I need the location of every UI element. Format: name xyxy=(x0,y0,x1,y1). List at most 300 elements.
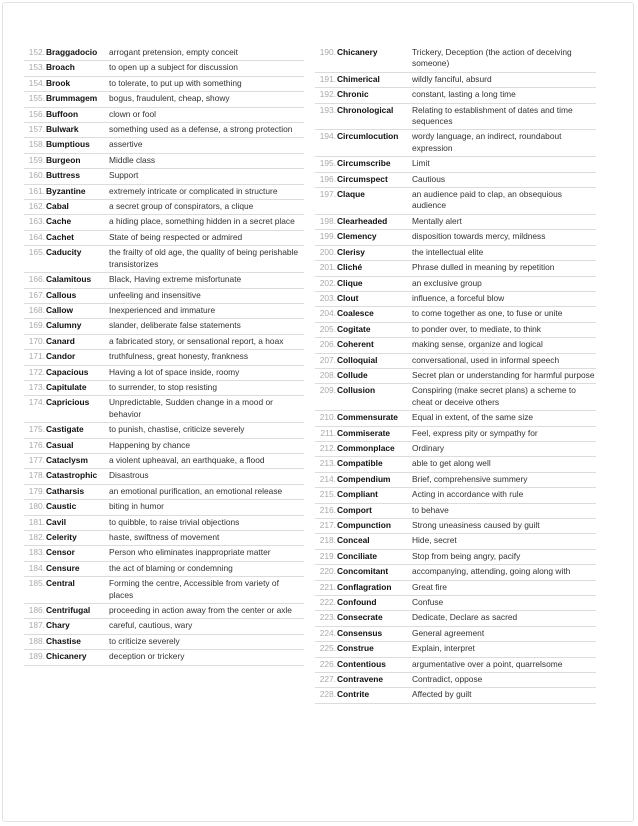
entry-word: Cache xyxy=(46,216,72,227)
entry-definition: Forming the centre, Accessible from variety of places xyxy=(109,578,279,600)
entry-number: 165. xyxy=(28,247,45,258)
entry-word: Circumlocution xyxy=(337,131,399,142)
entry-definition: a violent upheaval, an earthquake, a flood xyxy=(109,454,265,465)
entry-definition: conversational, used in informal speech xyxy=(412,354,560,365)
entry-word: Compliant xyxy=(337,489,378,500)
entry-definition: Contradict, oppose xyxy=(412,674,483,685)
entry-word: Colloquial xyxy=(337,354,378,365)
entry-number: 202. xyxy=(319,277,336,288)
entry-number: 169. xyxy=(28,320,45,331)
entry-number: 163. xyxy=(28,216,45,227)
entry-number: 228. xyxy=(319,689,336,700)
entry-word: Commensurate xyxy=(337,412,398,423)
entry-word: Caustic xyxy=(46,501,77,512)
entry-number: 162. xyxy=(28,201,45,212)
entry-word: Censor xyxy=(46,547,75,558)
entry-word: Cogitate xyxy=(337,323,371,334)
vocab-entry-row xyxy=(315,657,596,672)
entry-number: 180. xyxy=(28,501,45,512)
vocab-entry-row xyxy=(315,565,596,580)
vocab-entry-row xyxy=(315,411,596,426)
entry-word: Clerisy xyxy=(337,246,365,257)
entry-word: Contrite xyxy=(337,689,370,700)
entry-word: Coalesce xyxy=(337,308,374,319)
entry-definition: able to get along well xyxy=(412,458,491,469)
vocab-entry-row xyxy=(24,350,304,365)
vocab-entry-row xyxy=(315,472,596,487)
vocabulary-rows-left xyxy=(24,46,304,665)
vocab-entry-row xyxy=(24,531,304,546)
entry-number: 161. xyxy=(28,185,45,196)
entry-definition: Brief, comprehensive summery xyxy=(412,473,528,484)
vocab-entry-row xyxy=(24,650,304,665)
entry-definition: Happening by chance xyxy=(109,439,191,450)
entry-word: Castigate xyxy=(46,424,84,435)
entry-definition: a hiding place, something hidden in a secret place xyxy=(109,216,295,227)
entry-word: Chimerical xyxy=(337,73,380,84)
entry-number: 177. xyxy=(28,454,45,465)
entry-number: 174. xyxy=(28,397,45,408)
entry-word: Capitulate xyxy=(46,381,87,392)
vocab-entry-row xyxy=(24,169,304,184)
vocab-entry-row xyxy=(24,200,304,215)
entry-word: Compendium xyxy=(337,473,391,484)
vocabulary-rows-right xyxy=(315,46,596,703)
entry-word: Chronic xyxy=(337,89,369,100)
entry-definition: Middle class xyxy=(109,154,156,165)
entry-number: 210. xyxy=(319,412,336,423)
vocab-entry-row xyxy=(315,580,596,595)
entry-definition: State of being respected or admired xyxy=(109,231,243,242)
entry-number: 227. xyxy=(319,674,336,685)
vocab-entry-row xyxy=(24,423,304,438)
entry-number: 219. xyxy=(319,550,336,561)
entry-word: Buttress xyxy=(46,170,80,181)
entry-word: Compatible xyxy=(337,458,383,469)
entry-word: Brook xyxy=(46,77,71,88)
vocab-entry-row xyxy=(24,453,304,468)
entry-word: Circumscribe xyxy=(337,158,391,169)
entry-number: 175. xyxy=(28,424,45,435)
entry-number: 195. xyxy=(319,158,336,169)
entry-definition: Equal in extent, of the same size xyxy=(412,412,534,423)
vocab-entry-row xyxy=(315,441,596,456)
entry-word: Byzantine xyxy=(46,185,86,196)
entry-word: Callow xyxy=(46,304,73,315)
vocab-entry-row xyxy=(24,561,304,576)
entry-definition: Conspiring (make secret plans) a scheme to cheat or deceive others xyxy=(412,385,576,407)
entry-number: 189. xyxy=(28,651,45,662)
entry-word: Confound xyxy=(337,597,377,608)
entry-number: 220. xyxy=(319,566,336,577)
entry-definition: to come together as one, to fuse or unite xyxy=(412,308,563,319)
entry-definition: proceeding in action away from the center or axle xyxy=(109,605,292,616)
vocab-entry-row xyxy=(24,46,304,61)
entry-definition: Having a lot of space inside, roomy xyxy=(109,366,240,377)
vocab-entry-row xyxy=(24,184,304,199)
entry-number: 203. xyxy=(319,292,336,303)
vocab-entry-row xyxy=(315,642,596,657)
entry-number: 183. xyxy=(28,547,45,558)
entry-number: 192. xyxy=(319,89,336,100)
vocab-entry-row xyxy=(24,484,304,499)
entry-word: Circumspect xyxy=(337,173,388,184)
vocab-entry-row xyxy=(315,103,596,130)
vocab-entry-row xyxy=(24,396,304,423)
entry-definition: an exclusive group xyxy=(412,277,482,288)
entry-number: 152. xyxy=(28,47,45,57)
entry-word: Cliché xyxy=(337,262,363,273)
entry-number: 186. xyxy=(28,605,45,616)
vocab-entry-row xyxy=(24,273,304,288)
entry-word: Cataclysm xyxy=(46,454,88,465)
vocab-entry-row xyxy=(315,611,596,626)
entry-number: 181. xyxy=(28,516,45,527)
vocabulary-table-left xyxy=(24,46,304,666)
entry-word: Caducity xyxy=(46,247,82,258)
vocab-entry-row xyxy=(315,214,596,229)
entry-number: 184. xyxy=(28,562,45,573)
entry-definition: Ordinary xyxy=(412,442,445,453)
vocab-entry-row xyxy=(315,307,596,322)
entry-definition: bogus, fraudulent, cheap, showy xyxy=(109,93,230,104)
entry-definition: extremely intricate or complicated in structure xyxy=(109,185,278,196)
entry-word: Construe xyxy=(337,643,374,654)
entry-definition: Phrase dulled in meaning by repetition xyxy=(412,262,555,273)
entry-number: 212. xyxy=(319,442,336,453)
vocab-entry-row xyxy=(315,534,596,549)
entry-word: Centrifugal xyxy=(46,605,91,616)
entry-number: 168. xyxy=(28,304,45,315)
entry-word: Collude xyxy=(337,369,368,380)
entry-number: 206. xyxy=(319,339,336,350)
entry-definition: making sense, organize and logical xyxy=(412,339,543,350)
entry-number: 215. xyxy=(319,489,336,500)
vocab-entry-row xyxy=(315,353,596,368)
vocab-entry-row xyxy=(24,61,304,76)
vocab-entry-row xyxy=(24,634,304,649)
entry-number: 211. xyxy=(320,427,336,438)
entry-number: 153. xyxy=(28,62,45,73)
vocab-entry-row xyxy=(24,500,304,515)
entry-definition: wildly fanciful, absurd xyxy=(412,73,492,84)
entry-definition: Black, Having extreme misfortunate xyxy=(109,274,242,285)
entry-number: 208. xyxy=(319,369,336,380)
entry-definition: deception or trickery xyxy=(109,651,185,662)
entry-word: Candor xyxy=(46,351,76,362)
entry-definition: slander, deliberate false statements xyxy=(109,320,241,331)
vocab-entry-row xyxy=(24,577,304,604)
entry-word: Conceal xyxy=(337,535,370,546)
entry-number: 159. xyxy=(28,154,45,165)
entry-definition: Affected by guilt xyxy=(412,689,472,700)
vocab-entry-row xyxy=(315,172,596,187)
entry-word: Chastise xyxy=(46,635,81,646)
entry-definition: Explain, interpret xyxy=(412,643,475,654)
entry-definition: Secret plan or understanding for harmful purpose xyxy=(412,369,595,380)
entry-word: Concomitant xyxy=(337,566,389,577)
entry-definition: constant, lasting a long time xyxy=(412,89,516,100)
entry-number: 154. xyxy=(28,77,45,88)
vocab-entry-row xyxy=(315,230,596,245)
entry-definition: Limit xyxy=(412,158,430,169)
entry-word: Commiserate xyxy=(337,427,391,438)
vocab-entry-row xyxy=(315,322,596,337)
vocab-entry-row xyxy=(315,245,596,260)
vocab-entry-row xyxy=(315,384,596,411)
entry-definition: to surrender, to stop resisting xyxy=(109,381,217,392)
entry-word: Consensus xyxy=(337,627,383,638)
entry-word: Casual xyxy=(46,439,74,450)
entry-number: 209. xyxy=(319,385,336,396)
vocab-entry-row xyxy=(315,519,596,534)
entry-word: Collusion xyxy=(337,385,376,396)
vocab-entry-row xyxy=(315,188,596,215)
entry-definition: argumentative over a point, quarrelsome xyxy=(412,658,563,669)
entry-number: 216. xyxy=(319,504,336,515)
entry-number: 214. xyxy=(319,473,336,484)
entry-definition: Relating to establishment of dates and time sequences xyxy=(412,104,573,127)
entry-number: 172. xyxy=(28,366,45,377)
entry-definition: arrogant pretension, empty conceit xyxy=(109,47,238,57)
entry-number: 173. xyxy=(28,381,45,392)
entry-number: 191. xyxy=(319,73,336,84)
vocab-entry-row xyxy=(315,368,596,383)
entry-definition: an audience paid to clap, an obsequious audience xyxy=(412,189,562,211)
entry-word: Catharsis xyxy=(46,485,85,496)
entry-number: 176. xyxy=(28,439,45,450)
entry-definition: haste, swiftness of movement xyxy=(109,532,220,542)
entry-word: Catastrophic xyxy=(46,470,98,481)
entry-number: 199. xyxy=(319,231,336,242)
entry-definition: careful, cautious, wary xyxy=(109,620,193,631)
entry-number: 223. xyxy=(319,612,336,623)
entry-definition: a fabricated story, or sensational report, a hoax xyxy=(109,335,284,346)
entry-definition: assertive xyxy=(109,139,143,150)
vocab-entry-row xyxy=(24,303,304,318)
entry-definition: accompanying, attending, going along with xyxy=(412,566,571,577)
entry-number: 179. xyxy=(28,485,45,496)
vocab-entry-row xyxy=(24,438,304,453)
entry-number: 197. xyxy=(319,189,336,200)
entry-number: 170. xyxy=(28,335,45,346)
vocab-entry-row xyxy=(24,92,304,107)
vocab-entry-row xyxy=(24,380,304,395)
entry-definition: to quibble, to raise trivial objections xyxy=(109,516,240,527)
entry-number: 207. xyxy=(319,354,336,365)
vocab-entry-row xyxy=(315,457,596,472)
entry-number: 204. xyxy=(319,308,336,319)
vocab-entry-row xyxy=(315,46,596,72)
vocab-entry-row xyxy=(315,688,596,703)
entry-word: Conflagration xyxy=(337,581,392,592)
entry-word: Calumny xyxy=(46,320,82,331)
entry-definition: to ponder over, to mediate, to think xyxy=(412,323,541,334)
entry-number: 224. xyxy=(319,627,336,638)
entry-definition: disposition towards mercy, mildness xyxy=(412,231,546,242)
entry-definition: Support xyxy=(109,170,139,181)
entry-word: Canard xyxy=(46,335,75,346)
vocab-entry-row xyxy=(24,515,304,530)
entry-definition: something used as a defense, a strong protection xyxy=(109,124,293,135)
entry-number: 158. xyxy=(28,139,45,150)
vocab-entry-row xyxy=(315,276,596,291)
entry-number: 213. xyxy=(319,458,336,469)
vocabulary-table-right xyxy=(315,46,596,704)
entry-definition: Cautious xyxy=(412,173,446,184)
entry-definition: Acting in accordance with rule xyxy=(412,489,524,500)
entry-definition: the frailty of old age, the quality of being perishable transistorizes xyxy=(109,247,299,269)
entry-definition: Disastrous xyxy=(109,470,149,481)
entry-word: Commonplace xyxy=(337,442,395,453)
entry-word: Bulwark xyxy=(46,124,79,135)
entry-number: 156. xyxy=(28,108,45,119)
entry-word: Chicanery xyxy=(46,651,87,662)
vocab-entry-row xyxy=(24,230,304,245)
entry-number: 164. xyxy=(28,231,45,242)
vocab-entry-row xyxy=(24,604,304,619)
vocab-entry-row xyxy=(315,488,596,503)
vocab-entry-row xyxy=(24,246,304,273)
entry-number: 222. xyxy=(319,597,336,608)
entry-word: Contentious xyxy=(337,658,386,669)
entry-number: 200. xyxy=(319,246,336,257)
entry-definition: Trickery, Deception (the action of deceiving someone) xyxy=(412,47,572,69)
entry-definition: to tolerate, to put up with something xyxy=(109,77,242,88)
entry-word: Chicanery xyxy=(337,47,378,57)
vocab-entry-row xyxy=(315,88,596,103)
entry-number: 157. xyxy=(28,124,45,135)
vocab-entry-row xyxy=(315,130,596,157)
vocab-entry-row xyxy=(24,153,304,168)
entry-definition: influence, a forceful blow xyxy=(412,292,505,303)
entry-word: Celerity xyxy=(46,532,77,542)
vocab-entry-row xyxy=(24,619,304,634)
vocab-entry-row xyxy=(24,288,304,303)
entry-definition: Hide, secret xyxy=(412,535,457,546)
entry-number: 226. xyxy=(319,658,336,669)
entry-definition: truthfulness, great honesty, frankness xyxy=(109,351,249,362)
vocab-entry-row xyxy=(315,157,596,172)
entry-word: Calamitous xyxy=(46,274,92,285)
entry-definition: to open up a subject for discussion xyxy=(109,62,238,73)
entry-number: 185. xyxy=(28,578,45,589)
entry-word: Bumptious xyxy=(46,139,90,150)
entry-number: 193. xyxy=(319,104,336,115)
entry-word: Consecrate xyxy=(337,612,383,623)
entry-word: Claque xyxy=(337,189,365,200)
vocab-entry-row xyxy=(315,673,596,688)
entry-number: 188. xyxy=(28,635,45,646)
entry-definition: Great fire xyxy=(412,581,447,592)
vocab-entry-row xyxy=(24,215,304,230)
vocab-entry-row xyxy=(24,334,304,349)
entry-definition: to behave xyxy=(412,504,449,515)
entry-definition: the intellectual elite xyxy=(412,246,484,257)
entry-definition: to punish, chastise, criticize severely xyxy=(109,424,245,435)
entry-word: Censure xyxy=(46,562,80,573)
entry-word: Broach xyxy=(46,62,75,73)
entry-definition: clown or fool xyxy=(109,108,157,119)
entry-word: Burgeon xyxy=(46,154,81,165)
vocab-entry-row xyxy=(24,546,304,561)
entry-word: Chary xyxy=(46,620,70,631)
entry-definition: Mentally alert xyxy=(412,215,462,226)
entry-number: 196. xyxy=(319,173,336,184)
entry-word: Brummagem xyxy=(46,93,98,104)
entry-word: Contravene xyxy=(337,674,384,685)
entry-word: Cachet xyxy=(46,231,74,242)
entry-definition: Confuse xyxy=(412,597,444,608)
vocab-entry-row xyxy=(315,261,596,276)
entry-word: Cabal xyxy=(46,201,69,212)
entry-definition: Inexperienced and immature xyxy=(109,304,216,315)
entry-word: Capacious xyxy=(46,366,89,377)
vocab-entry-row xyxy=(24,138,304,153)
entry-number: 166. xyxy=(28,274,45,285)
entry-definition: Person who eliminates inappropriate matter xyxy=(109,547,271,558)
entry-definition: wordy language, an indirect, roundabout expression xyxy=(412,131,562,153)
entry-number: 160. xyxy=(28,170,45,181)
entry-definition: Strong uneasiness caused by guilt xyxy=(412,520,540,530)
entry-word: Buffoon xyxy=(46,108,79,119)
vocab-entry-row xyxy=(315,338,596,353)
entry-definition: Feel, express pity or sympathy for xyxy=(412,427,538,438)
entry-word: Clout xyxy=(337,292,359,303)
entry-word: Capricious xyxy=(46,397,90,408)
entry-number: 198. xyxy=(319,215,336,226)
vocab-entry-row xyxy=(315,426,596,441)
entry-word: Chronological xyxy=(337,104,394,115)
vocab-entry-row xyxy=(315,291,596,306)
entry-number: 205. xyxy=(319,323,336,334)
entry-number: 171. xyxy=(28,351,45,362)
entry-word: Braggadocio xyxy=(46,47,98,57)
entry-number: 194. xyxy=(319,131,336,142)
entry-definition: unfeeling and insensitive xyxy=(109,289,201,300)
entry-number: 225. xyxy=(319,643,336,654)
entry-definition: biting in humor xyxy=(109,501,164,512)
vocab-entry-row xyxy=(24,319,304,334)
entry-word: Cavil xyxy=(46,516,67,527)
entry-definition: Dedicate, Declare as sacred xyxy=(412,612,518,623)
entry-word: Coherent xyxy=(337,339,374,350)
entry-word: Clemency xyxy=(337,231,377,242)
entry-number: 167. xyxy=(28,289,45,300)
entry-number: 190. xyxy=(319,47,336,57)
entry-number: 187. xyxy=(28,620,45,631)
entry-definition: General agreement xyxy=(412,627,485,638)
entry-definition: a secret group of conspirators, a clique xyxy=(109,201,254,212)
vocab-entry-row xyxy=(315,72,596,87)
entry-number: 218. xyxy=(319,535,336,546)
vocab-entry-row xyxy=(315,596,596,611)
entry-definition: to criticize severely xyxy=(109,635,180,646)
vocab-entry-row xyxy=(24,365,304,380)
vocab-entry-row xyxy=(315,549,596,564)
entry-number: 155. xyxy=(28,93,45,104)
vocab-entry-row xyxy=(24,469,304,484)
vocab-entry-row xyxy=(315,626,596,641)
entry-definition: Stop from being angry, pacify xyxy=(412,550,521,561)
entry-definition: an emotional purification, an emotional release xyxy=(109,485,283,496)
entry-word: Callous xyxy=(46,289,77,300)
entry-word: Comport xyxy=(337,504,372,515)
entry-number: 178. xyxy=(28,470,45,481)
entry-word: Clique xyxy=(337,277,363,288)
entry-number: 182. xyxy=(28,532,45,542)
entry-word: Central xyxy=(46,578,75,589)
